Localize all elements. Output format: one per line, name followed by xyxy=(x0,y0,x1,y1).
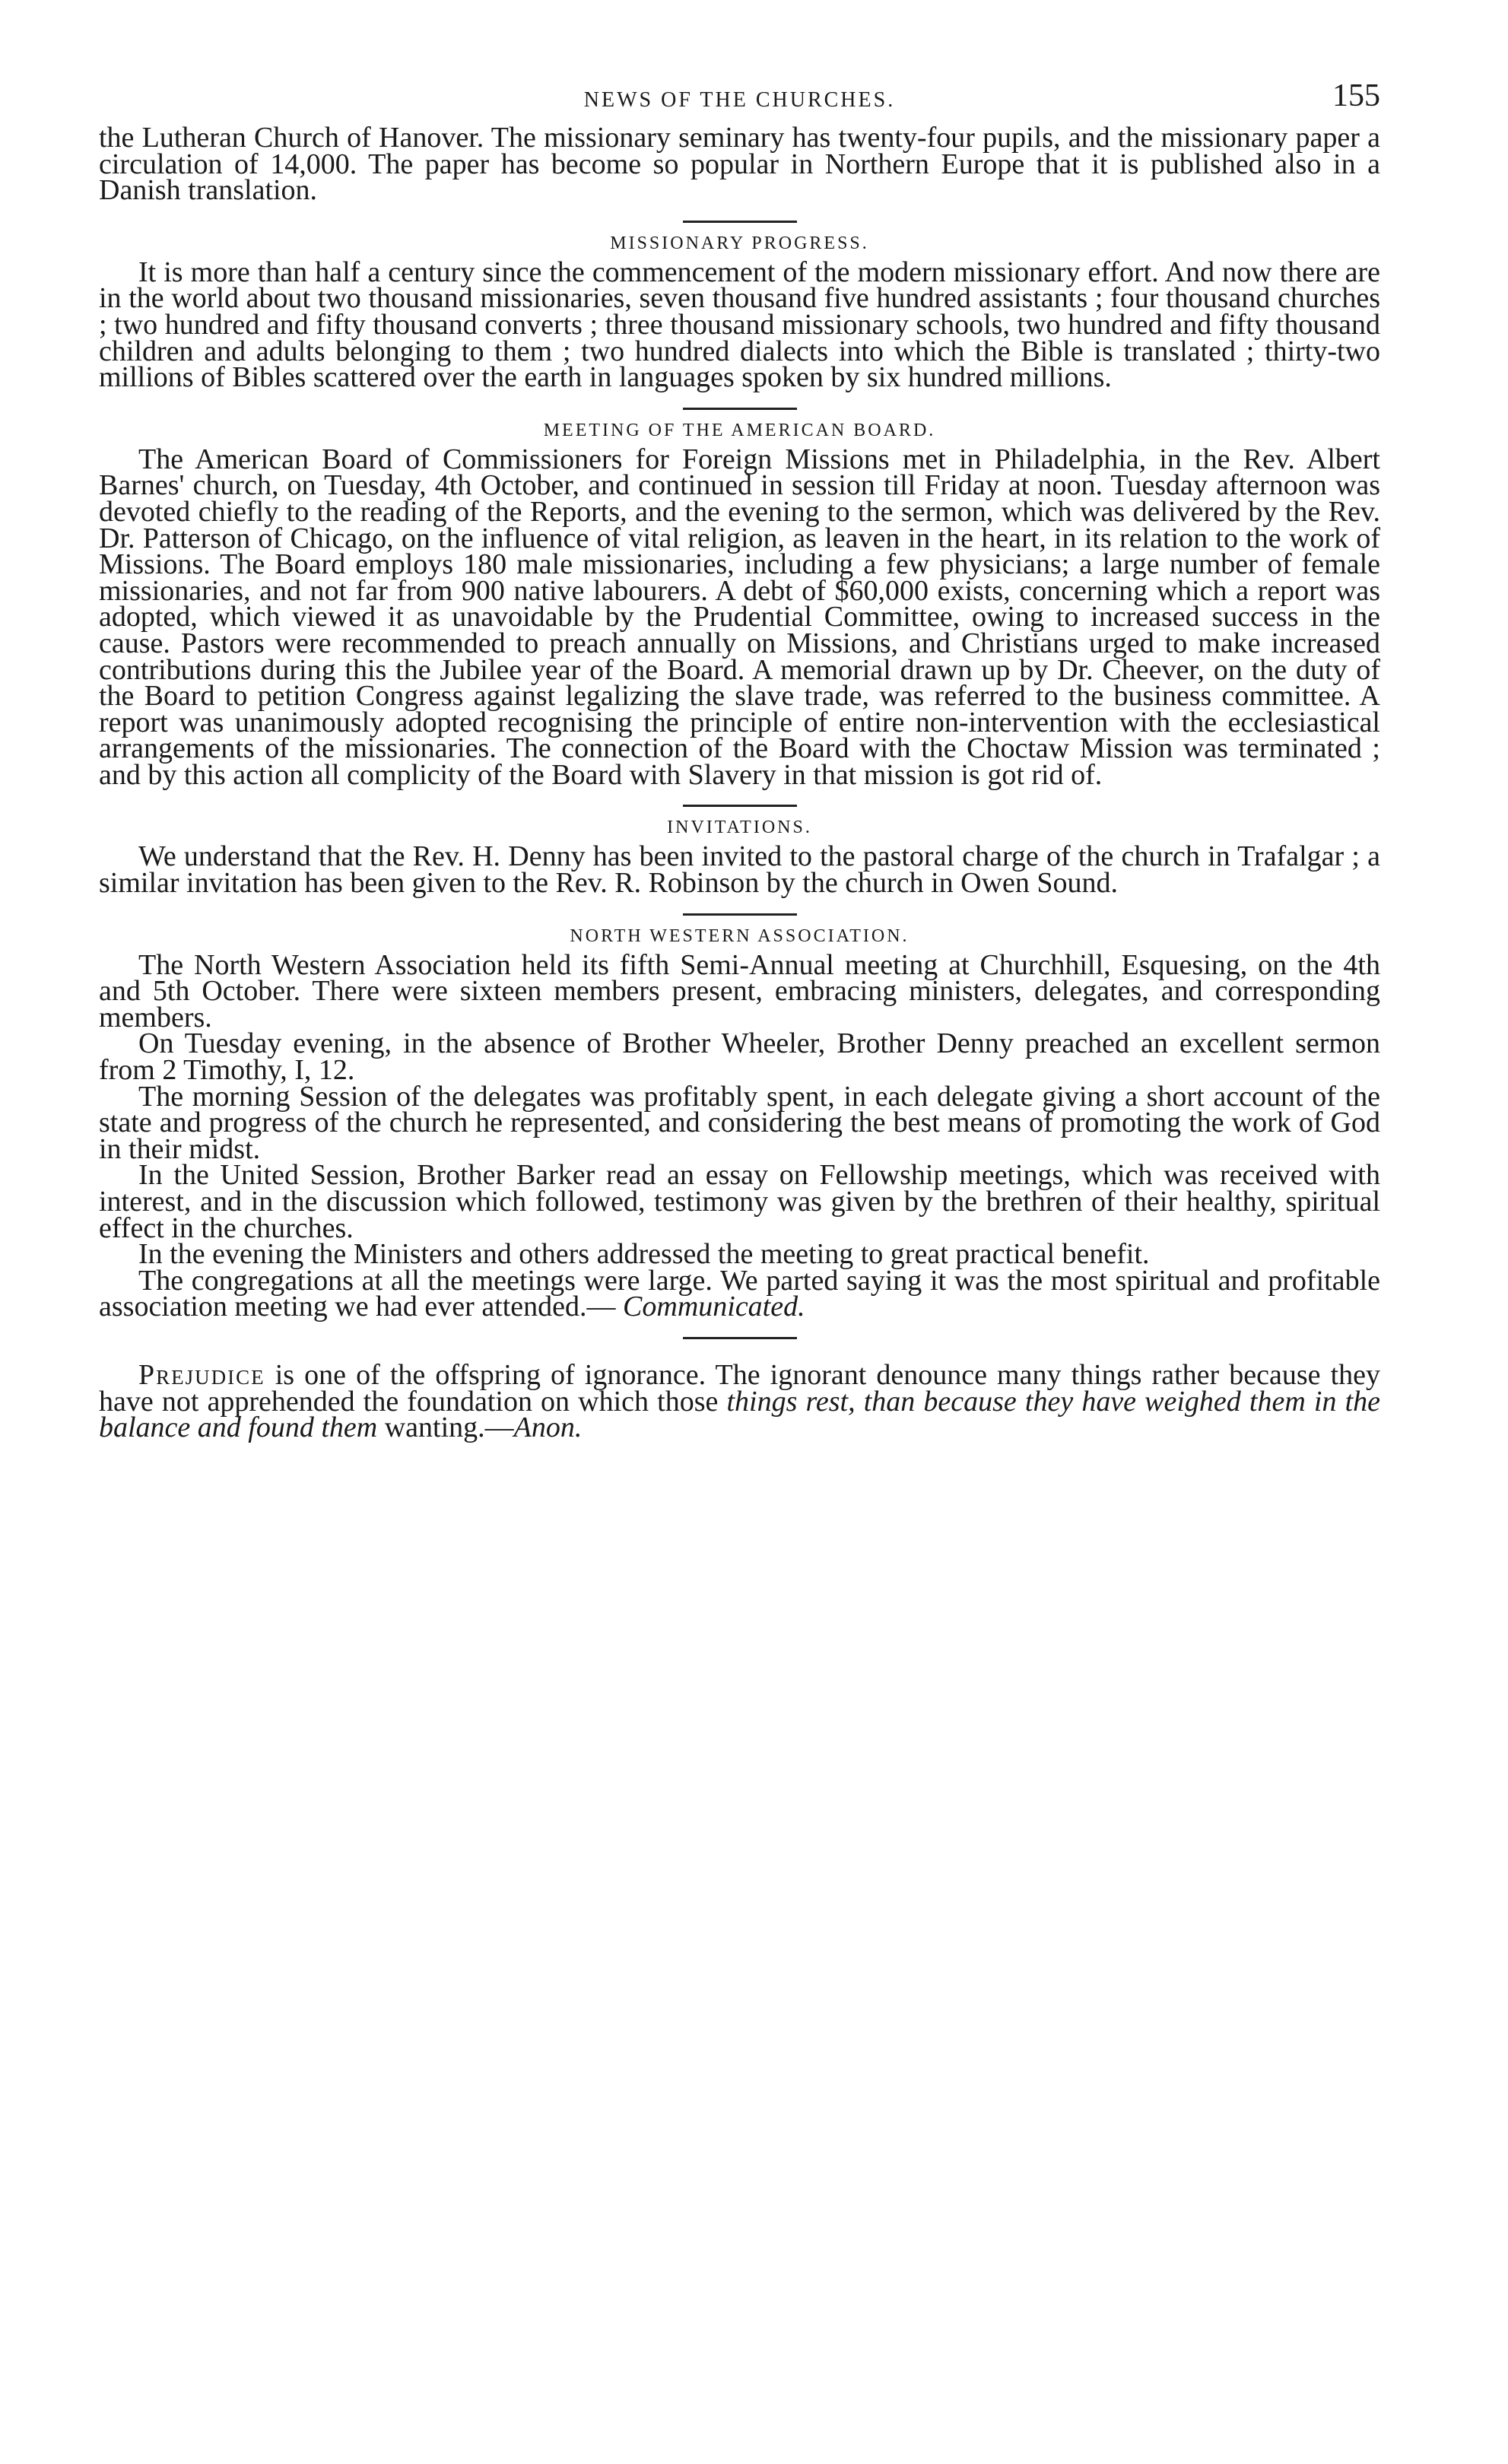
nwa-signoff: Communicated. xyxy=(623,1291,805,1323)
paragraph-missionary-progress: It is more than half a century since the commencement of the modern missionary effort. And now there are in the world about two thousand missionaries, seven thousand five hundred assistants ; four thousand churches ; two hundred and fifty thousand converts ; three thousand missionary schools, two hundred and fifty thousand children and adults belonging to them ; two hundred dialects into which the Bible is translated ; thirty-two millions of Bibles scattered over the earth in languages spoken by six hundred millions. xyxy=(99,256,1380,394)
heading-invitations: INVITATIONS. xyxy=(667,818,812,838)
intro-paragraph: the Lutheran Church of Hanover. The missionary seminary has twenty-four pupils, and the missionary paper a circulation of 14,000. The paper has become so popular in Northern Europe that it is published also in a Danish translation. xyxy=(99,122,1380,207)
prejudice-lead-word: Prejudice xyxy=(138,1358,265,1391)
section-divider xyxy=(683,913,797,916)
section-divider xyxy=(683,805,797,807)
section-divider xyxy=(683,408,797,410)
heading-american-board: MEETING OF THE AMERICAN BOARD. xyxy=(543,420,936,440)
prejudice-text-italic: things rest, than because they have weighed them in the balance and found them xyxy=(99,1385,1381,1444)
paragraph-prejudice xyxy=(99,1358,1381,1444)
document-page xyxy=(99,78,1381,1444)
prejudice-signoff: Anon. xyxy=(513,1411,583,1444)
prejudice-text-plain: is one of the offspring of ignorance. The ignorant denounce many things rather because they have not apprehended the foundation on which those xyxy=(99,1358,1380,1418)
paragraph-invitations: We understand that the Rev. H. Denny has been invited to the pastoral charge of the church in Trafalgar ; a similar invitation has been given to the Rev. R. Robinson by the church in Owen Sound. xyxy=(99,840,1380,900)
paragraph-nwa-2: On Tuesday evening, in the absence of Brother Wheeler, Brother Denny preached an excellent sermon from 2 Timothy, I, 12. xyxy=(99,1027,1380,1087)
running-title: NEWS OF THE CHURCHES. xyxy=(583,88,896,112)
section-divider xyxy=(683,1337,797,1339)
paragraph-nwa-3: The morning Session of the delegates was profitably spent, in each delegate giving a short account of the state and progress of the church he represented, and considering the best means of promoting the work of God in their midst. xyxy=(99,1080,1380,1165)
paragraph-nwa-5: In the evening the Ministers and others addressed the meeting to great practical benefit. xyxy=(138,1238,1150,1271)
paragraph-nwa-6 xyxy=(99,1264,1380,1323)
page-number: 155 xyxy=(1332,78,1380,113)
heading-north-western-association: NORTH WESTERN ASSOCIATION. xyxy=(570,926,910,946)
paragraph-nwa-4: In the United Session, Brother Barker read an essay on Fellowship meetings, which was received with interest, and in the discussion which followed, testimony was given by the brethren of their healthy, spiritual effect in the churches. xyxy=(99,1159,1380,1244)
running-head xyxy=(99,78,1380,125)
paragraph-american-board: The American Board of Commissioners for Foreign Missions met in Philadelphia, in the Rev. Albert Barnes' church, on Tuesday, 4th October, and continued in session till Friday at noon. Tuesday afternoon was devoted chiefly to the reading of the Reports, and the evening to the sermon, which was delivered by the Rev. Dr. Patterson of Chicago, on the influence of vital religion, as leaven in the heart, in its relation to the work of Missions. The Board employs 180 male missionaries, including a few physicians; a large number of female missionaries, and not far from 900 native labourers. A debt of $60,000 exists, concerning which a report was adopted, which viewed it as unavoidable by the Prudential Committee, owing to increased success in the cause. Pastors were recommended to preach annually on Missions, and Christians urged to make increased contributions during this the Jubilee year of the Board. A memorial drawn up by Dr. Cheever, on the duty of the Board to petition Congress against legalizing the slave trade, was referred to the business committee. A report was unanimously adopted recognising the principle of entire non-intervention with the ecclesiastical arrangements of the missionaries. The connection of the Board with the Choctaw Mission was terminated ; and by this action all complicity of the Board with Slavery in that mission is got rid of. xyxy=(99,443,1380,791)
nwa-6-text: The congregations at all the meetings were large. We parted saying it was the most spiritual and profitable association meeting we had ever attended.— xyxy=(99,1264,1380,1323)
heading-missionary-progress: MISSIONARY PROGRESS. xyxy=(610,233,869,253)
paragraph-nwa-1: The North Western Association held its fifth Semi-Annual meeting at Churchhill, Esquesing, on the 4th and 5th October. There were sixteen members present, embracing ministers, delegates, and corresponding members. xyxy=(99,948,1380,1034)
section-divider xyxy=(683,221,797,223)
prejudice-text-end: wanting.— xyxy=(377,1411,514,1444)
